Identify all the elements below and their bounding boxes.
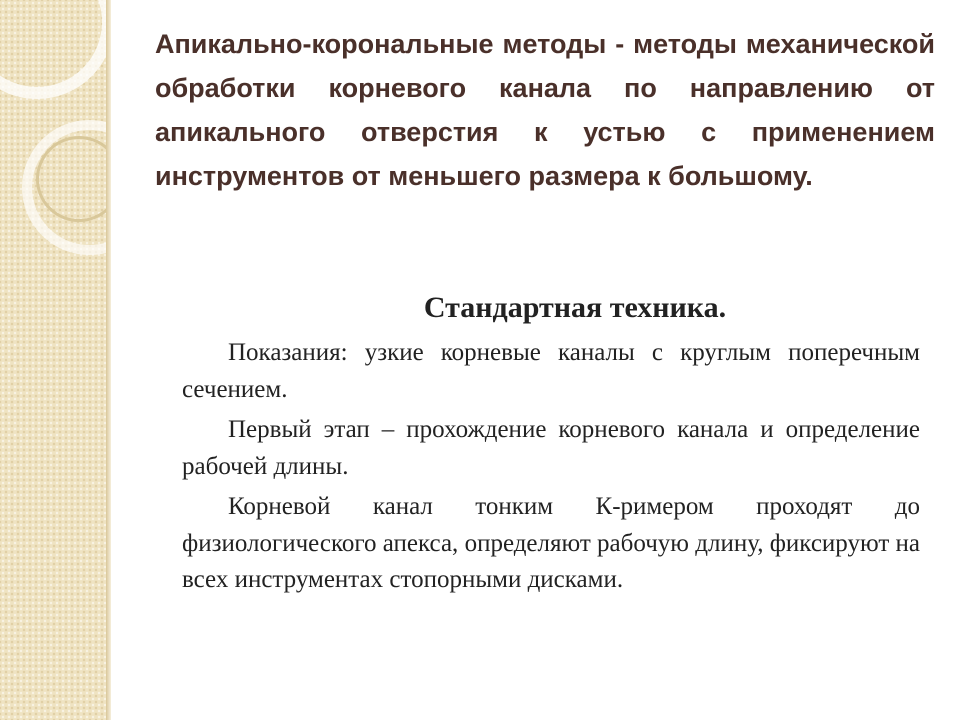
slide-subtitle: Стандартная техника. <box>423 291 727 324</box>
decorative-side-band <box>0 0 106 720</box>
side-band-edge <box>106 0 111 720</box>
slide-body <box>182 335 920 603</box>
decorative-ring <box>0 0 106 99</box>
paragraph-indications: Показания: узкие корневые каналы с круглым поперечным сечением. <box>182 339 920 403</box>
paragraph-procedure: Корневой канал тонким К-римером проходят до физиологического апекса, определяют рабочую длину, фиксируют на всех инструментах стопорными дисками. <box>182 493 920 593</box>
slide-heading: Апикально-корональные методы - методы механической обработки корневого канала по направлению от апикального отверстия к устью с применением инструментов от меньшего размера к большому. <box>155 29 935 191</box>
paragraph-first-stage: Первый этап – прохождение корневого канала и определение рабочей длины. <box>182 416 920 480</box>
